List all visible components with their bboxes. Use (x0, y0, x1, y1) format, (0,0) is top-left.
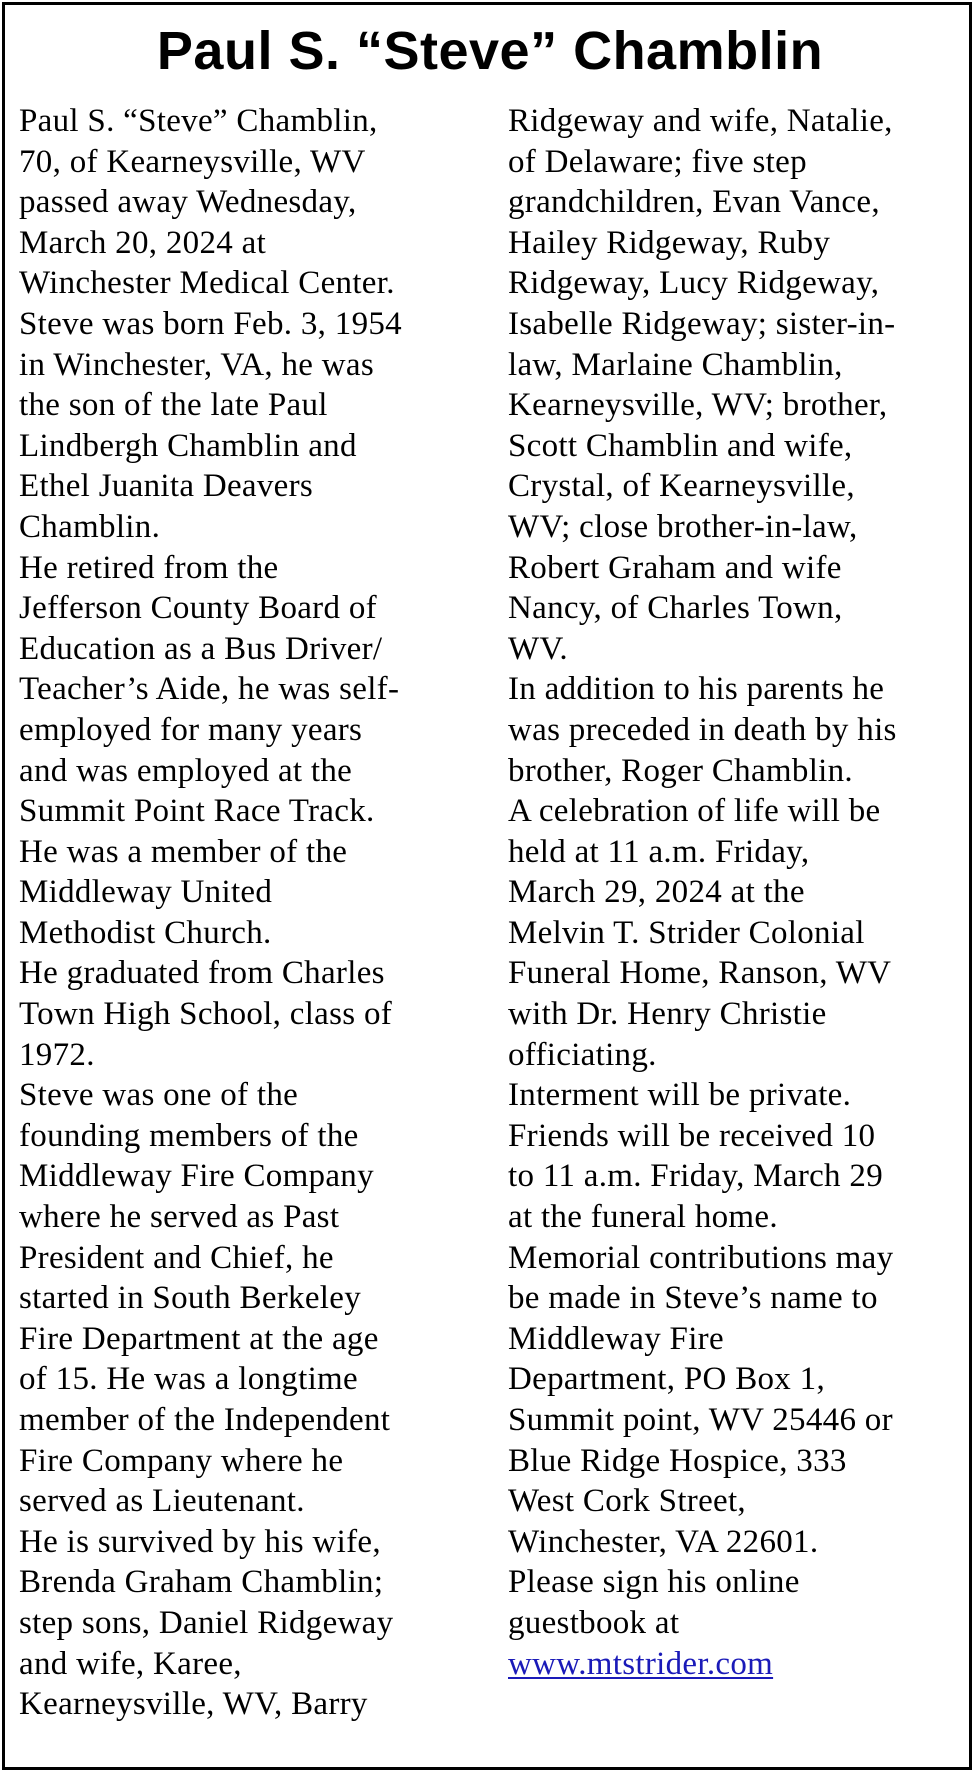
text-line: guestbook at (508, 1604, 680, 1641)
text-line: Friends will be received 10 (508, 1117, 876, 1154)
text-line: Winchester, VA 22601. (508, 1523, 819, 1560)
text-line: Ethel Juanita Deavers (19, 468, 314, 505)
text-line: He is survived by his wife, (19, 1523, 381, 1560)
text-line: Department, PO Box 1, (508, 1361, 826, 1398)
text-line: West Cork Street, (508, 1483, 746, 1520)
guestbook-link[interactable]: www.mtstrider.com (508, 1645, 774, 1682)
text-line: He graduated from Charles (19, 955, 385, 992)
text-line: 1972. (19, 1036, 95, 1073)
text-line: Summit point, WV 25446 or (508, 1402, 893, 1438)
text-line: was preceded in death by his (508, 711, 897, 748)
right-column (508, 101, 970, 1684)
text-line: A celebration of life will be (508, 793, 881, 830)
text-line: Robert Graham and wife (508, 549, 842, 586)
text-line: 70, of Kearneysville, WV (19, 143, 366, 180)
text-line: Jefferson County Board of (19, 590, 377, 627)
text-line: Middleway Fire Company (19, 1158, 374, 1195)
text-line: WV. (508, 630, 568, 667)
text-line: Nancy, of Charles Town, (508, 590, 843, 627)
text-line: with Dr. Henry Christie (508, 996, 827, 1033)
text-line: grandchildren, Evan Vance, (508, 184, 880, 221)
text-line: where he served as Past (19, 1199, 340, 1236)
text-line: Ridgeway and wife, Natalie, (508, 103, 893, 139)
text-line: In addition to his parents he (508, 671, 885, 708)
text-line: Melvin T. Strider Colonial (508, 914, 865, 951)
text-line: of Delaware; five step (508, 143, 807, 180)
text-line: passed away Wednesday, (19, 184, 357, 221)
text-line: Methodist Church. (19, 914, 272, 951)
text-line: Ridgeway, Lucy Ridgeway, (508, 265, 880, 302)
text-line: Interment will be private. (508, 1077, 852, 1114)
obituary-frame (2, 2, 972, 1770)
text-line: Crystal, of Kearneysville, (508, 468, 855, 505)
text-line: Middleway Fire (508, 1320, 724, 1357)
text-line: at the funeral home. (508, 1199, 778, 1236)
text-line: Please sign his online (508, 1564, 800, 1601)
left-column (19, 101, 489, 1725)
text-line: be made in Steve’s name to (508, 1280, 878, 1317)
text-line: Fire Department at the age (19, 1320, 379, 1357)
text-line: employed for many years (19, 711, 363, 748)
text-line: WV; close brother-in-law, (508, 508, 858, 545)
text-line: He retired from the (19, 549, 279, 586)
text-line: Isabelle Ridgeway; sister-in- (508, 305, 896, 342)
text-line: Steve was born Feb. 3, 1954 (19, 305, 402, 342)
text-line: held at 11 a.m. Friday, (508, 833, 810, 870)
text-line: officiating. (508, 1036, 657, 1073)
text-line: Steve was one of the (19, 1077, 299, 1114)
guestbook-link-line (508, 1644, 970, 1685)
text-line: Middleway United (19, 874, 273, 911)
text-line: Education as a Bus Driver/ (19, 630, 383, 667)
text-line: President and Chief, he (19, 1239, 334, 1276)
text-line: Blue Ridge Hospice, 333 (508, 1442, 847, 1479)
text-line: Fire Company where he (19, 1442, 344, 1479)
text-line: brother, Roger Chamblin. (508, 752, 853, 789)
text-line: step sons, Daniel Ridgeway (19, 1604, 394, 1641)
text-line: law, Marlaine Chamblin, (508, 346, 843, 383)
text-line: to 11 a.m. Friday, March 29 (508, 1158, 883, 1195)
text-line: founding members of the (19, 1117, 359, 1154)
obituary-title: Paul S. “Steve” Chamblin (156, 21, 824, 81)
text-line: Brenda Graham Chamblin; (19, 1564, 384, 1601)
text-line: served as Lieutenant. (19, 1483, 305, 1520)
text-line: Winchester Medical Center. (19, 265, 395, 302)
text-line: Summit Point Race Track. (19, 793, 375, 830)
text-line: He was a member of the (19, 833, 348, 870)
text-line: March 20, 2024 at (19, 224, 267, 261)
text-line: Paul S. “Steve” Chamblin, (19, 103, 378, 139)
text-line: Hailey Ridgeway, Ruby (508, 224, 831, 261)
text-line: Lindbergh Chamblin and (19, 427, 357, 464)
text-line: in Winchester, VA, he was (19, 346, 374, 383)
text-line: Kearneysville, WV; brother, (508, 387, 888, 424)
text-line: Town High School, class of (19, 996, 393, 1033)
text-line: Teacher’s Aide, he was self- (19, 671, 400, 708)
text-line: and wife, Karee, (19, 1645, 242, 1682)
text-line: of 15. He was a longtime (19, 1361, 358, 1398)
text-line: member of the Independent (19, 1402, 391, 1438)
text-line: the son of the late Paul (19, 387, 328, 424)
text-line: March 29, 2024 at the (508, 874, 805, 911)
text-line: Memorial contributions may (508, 1239, 894, 1276)
text-line: Chamblin. (19, 508, 161, 545)
text-line: Kearneysville, WV, Barry (19, 1686, 368, 1723)
text-line: and was employed at the (19, 752, 353, 789)
text-line: Scott Chamblin and wife, (508, 427, 853, 464)
text-line: Funeral Home, Ranson, WV (508, 955, 892, 992)
text-line: started in South Berkeley (19, 1280, 362, 1317)
